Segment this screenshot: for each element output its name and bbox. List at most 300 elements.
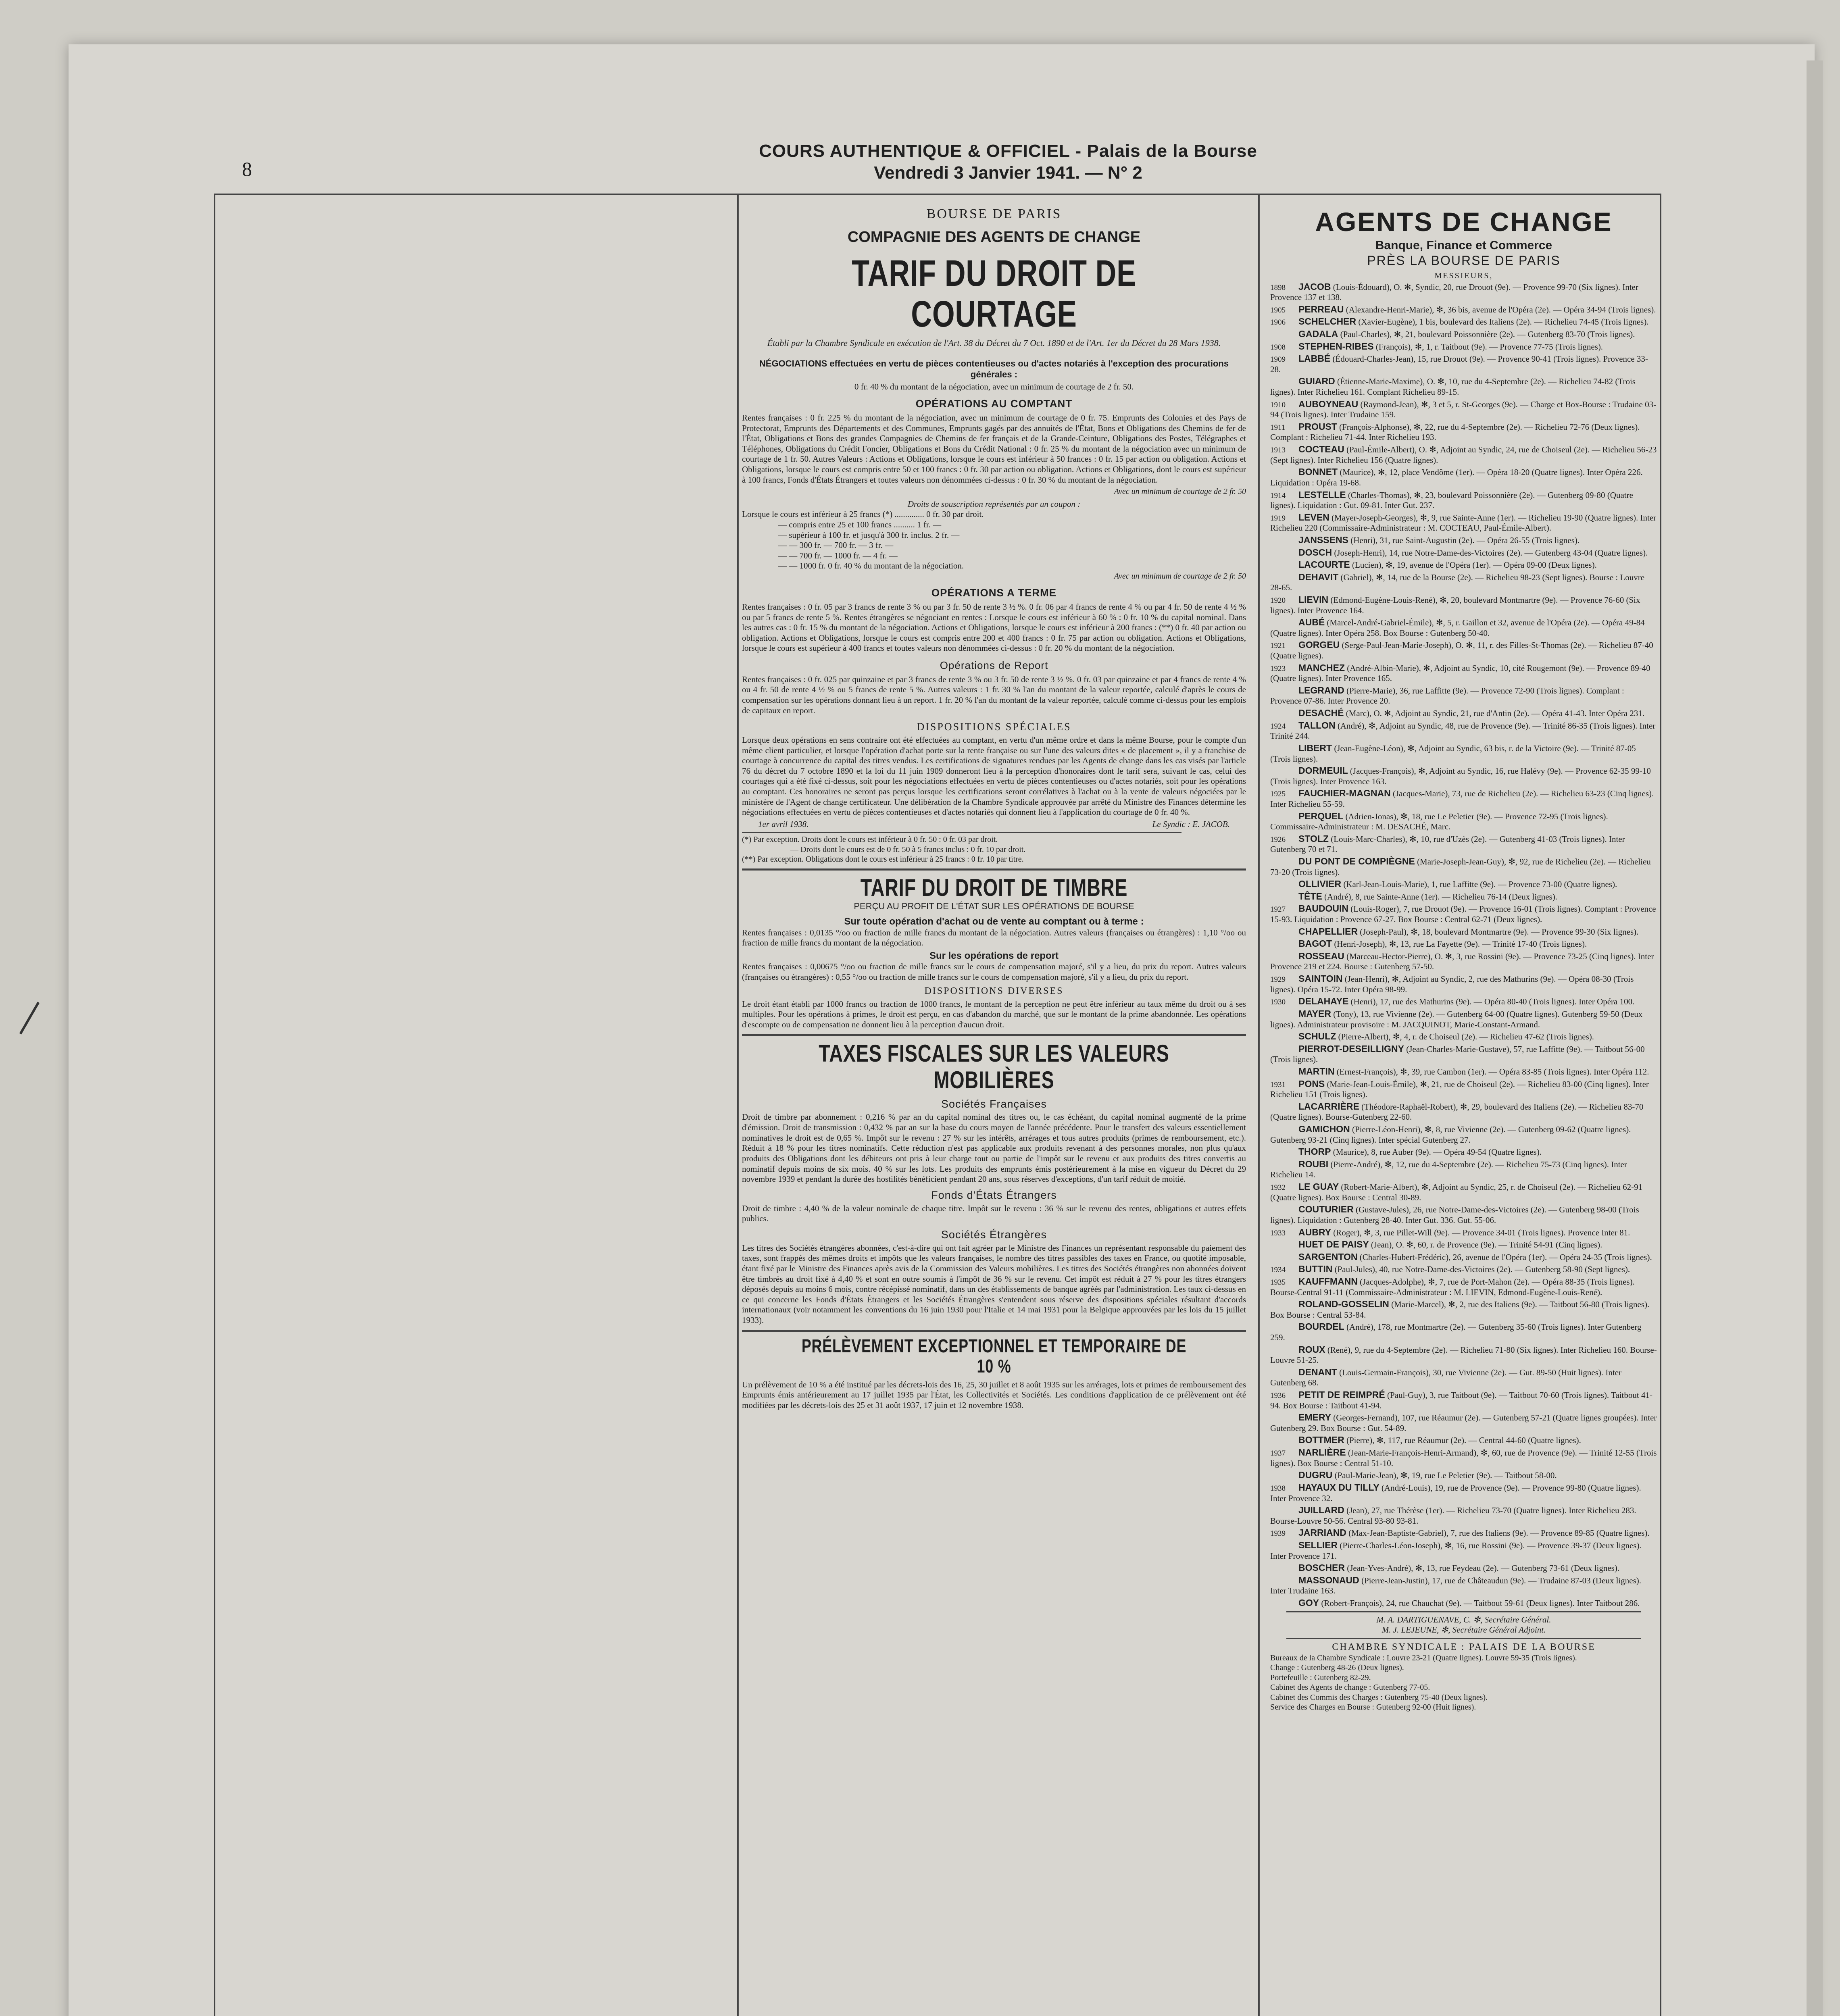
agent-entry — [1270, 512, 1657, 533]
agents-sub1: Banque, Finance et Commerce — [1375, 238, 1552, 252]
agent-entry — [1270, 1366, 1657, 1388]
agent-details: (Pierre-Jean-Justin), 17, rue de Châteaudun (9e). — Trudaine 87-03 (Deux lignes). Inter Trudaine 163. — [1270, 1575, 1642, 1596]
agent-details: (Marc), O. ✻, Adjoint au Syndic, 21, rue d'Antin (2e). — Opéra 41-43. Inter Opéra 231. — [1346, 708, 1645, 719]
agent-entry — [1270, 466, 1657, 488]
droits-row: — — 1000 fr. 0 fr. 40 % du montant de la négociation. — [778, 561, 964, 571]
agent-name: LIEVIN — [1298, 594, 1329, 605]
agent-entry — [1270, 1344, 1657, 1366]
negociations-heading: NÉGOCIATIONS effectuées en vertu de pièces contentieuses ou d'actes notariés à l'exception des procurations générales : — [759, 358, 1229, 379]
agent-name: JARRIAND — [1298, 1527, 1346, 1538]
agent-name: LIBERT — [1298, 742, 1332, 753]
agent-details: (Pierre), ✻, 117, rue Réaumur (2e). — Central 44-60 (Quatre lignes). — [1346, 1435, 1581, 1445]
agent-name: LEGRAND — [1298, 685, 1344, 696]
agent-details: (Paul-Charles), ✻, 21, boulevard Poissonnière (2e). — Gutenberg 83-70 (Trois lignes). — [1340, 329, 1635, 339]
agent-details: (Joseph-Henri), 14, rue Notre-Dame-des-Victoires (2e). — Gutenberg 43-04 (Quatre lignes). — [1334, 548, 1648, 558]
agent-year: 1910 — [1270, 400, 1286, 409]
column-rule-left — [737, 194, 739, 2016]
agent-entry — [1270, 1146, 1657, 1158]
agent-details: (Mayer-Joseph-Georges), ✻, 9, rue Sainte-Anne (1er). — Richelieu 19-90 (Quatre lignes). Inter Richelieu 220 (Commissaire-Administrateur : M. COCTEAU, Paul-Émile-Albert). — [1270, 512, 1657, 533]
agent-entry — [1270, 1043, 1657, 1065]
agent-details: (François-Alphonse), ✻, 22, rue du 4-Septembre (2e). — Richelieu 72-76 (Deux lignes). Complant : Richelieu 71-44. Inter Richelieu 193. — [1270, 422, 1640, 442]
agent-details: (Adrien-Jonas), ✻, 18, rue Le Peletier (9e). — Provence 72-95 (Trois lignes). Commissaire-Administrateur : M. DESACHÉ, Marc. — [1270, 811, 1608, 832]
droits-row: — compris entre 25 et 100 francs .......... 1 fr. — — [778, 519, 942, 529]
agent-details: (Henri), 17, rue des Mathurins (9e). — Opéra 80-40 (Trois lignes). Inter Opéra 100. — [1350, 997, 1635, 1007]
soc-fr-text: Droit de timbre par abonnement : 0,216 % par an du capital nominal des titres ou, le cas échéant, du capital nominal augmenté de la prime d'émission. Droit de transmission : 0,432 % par an sur la base du cours moyen de l'année précédente. Pour le transfert des valeurs essentiellement nominatives le droit est de 0,65 %. Impôt sur le revenu : 27 % sur les intérêts, arrérages et tous autres produits (primes de remboursement, etc.). Réduit à 18 % pour les titres nominatifs. Cette réduction n'est pas applicable aux produits revenant à des personnes morales, non plus qu'aux produits des Obligations dont les débiteurs ont pris à leur charge tout ou partie de l'impôt sur le revenu et aux produits des titres convertis au nominatif depuis moins de six mois. 40 % sur les lots. Les produits des emprunts émis postérieurement à la mise en vigueur du Décret du 29 novembre 1939 et pendant la durée des hostilités bénéficient pendant 20 ans, sous réserves d'exceptions, d'un tarif réduit de moitié. — [742, 1112, 1246, 1184]
agent-details: (Robert-Marie-Albert), ✻, Adjoint au Syndic, 25, r. de Choiseul (2e). — Richelieu 62-91 (Quatre lignes). Box Bourse : Central 30-89. — [1270, 1182, 1643, 1202]
prelevement-title: PRÉLÈVEMENT EXCEPTIONNEL ET TEMPORAIRE DE 10 % — [801, 1335, 1187, 1377]
agent-name: DELAHAYE — [1298, 996, 1349, 1007]
agent-entry — [1270, 281, 1657, 303]
agent-entry — [1270, 1597, 1657, 1609]
agent-details: (Roger), ✻, 3, rue Pillet-Will (9e). — Provence 34-01 (Trois lignes). Provence Inter 81. — [1333, 1227, 1630, 1237]
agent-name: BOTTMER — [1298, 1435, 1344, 1445]
agent-details: (André), 178, rue Montmartre (2e). — Gutenberg 35-60 (Trois lignes). Inter Gutenberg 259. — [1270, 1322, 1642, 1342]
agent-entry — [1270, 1482, 1657, 1504]
agent-details: (Marceau-Hector-Pierre), O. ✻, 3, rue Rossini (9e). — Provence 73-25 (Cinq lignes). Inter Provence 219 et 224. Bourse : Gutenberg 57-50. — [1270, 951, 1654, 972]
agent-entry — [1270, 1263, 1657, 1275]
agent-entry — [1270, 316, 1657, 327]
agent-name: PETIT DE REIMPRÉ — [1298, 1389, 1385, 1400]
agent-name: BOSCHER — [1298, 1562, 1345, 1573]
agent-details: (Jean), 27, rue Thérèse (1er). — Richelieu 73-70 (Quatre lignes). Inter Richelieu 283. Bourse-Louvre 50-56. Central 93-80 93-81. — [1270, 1506, 1636, 1526]
agent-name: AUBÉ — [1298, 617, 1325, 628]
agent-entry — [1270, 1389, 1657, 1411]
agent-entry — [1270, 1276, 1657, 1297]
agent-details: (Pierre-Léon-Henri), ✻, 8, rue Vivienne (2e). — Gutenberg 09-62 (Quatre lignes). Gutenberg 93-21 (Cinq lignes). Inter spécial Gutenberg 27. — [1270, 1125, 1631, 1145]
page-number: 8 — [242, 158, 252, 180]
agent-name: PROUST — [1298, 421, 1337, 432]
agent-name: ROUX — [1298, 1344, 1325, 1355]
agent-details: (Marcel-André-Gabriel-Émile), ✻, 5, r. Gaillon et 32, avenue de l'Opéra (2e). — Opéra 49-84 (Quatre lignes). Inter Opéra 258. Box Bourse : Gutenberg 50-40. — [1270, 618, 1645, 638]
tarif-column — [742, 206, 1246, 2016]
agent-year: 1920 — [1270, 596, 1286, 605]
company-heading: COMPAGNIE DES AGENTS DE CHANGE — [847, 229, 1141, 246]
footnote: (**) Par exception. Obligations dont le cours est inférieur à 25 francs : 0 fr. 10 par titre. — [742, 855, 1024, 864]
agent-details: (Théodore-Raphaël-Robert), ✻, 29, boulevard des Italiens (2e). — Richelieu 83-70 (Quatre lignes). Bourse-Gutenberg 22-60. — [1270, 1102, 1644, 1122]
agent-entry — [1270, 856, 1657, 877]
agent-name: LACARRIÈRE — [1298, 1101, 1359, 1112]
agent-year: 1919 — [1270, 514, 1286, 523]
agent-name: AUBRY — [1298, 1227, 1331, 1237]
agent-details: (Jean-Marie-François-Henri-Armand), ✻, 60, rue de Provence (9e). — Trinité 12-55 (Trois lignes). Box Bourse : Central 51-10. — [1270, 1448, 1657, 1468]
timbre-h2: Sur les opérations de report — [929, 950, 1059, 961]
agent-entry — [1270, 878, 1657, 890]
agent-entry — [1270, 1227, 1657, 1238]
agent-details: (Paul-Guy), 3, rue Taitbout (9e). — Taitbout 70-60 (Trois lignes). Taitbout 41-94. Box Bourse : Taitbout 41-94. — [1270, 1390, 1652, 1410]
agent-details: (Jacques-Adolphe), ✻, 7, rue de Port-Mahon (2e). — Opéra 88-35 (Trois lignes). Bourse-Central 91-11 (Commissaire-Administrateur : M. LIEVIN, Edmond-Eugène-Louis-René). — [1270, 1277, 1635, 1297]
agent-year: 1925 — [1270, 790, 1286, 799]
agent-entry — [1270, 571, 1657, 593]
agent-details: (Max-Jean-Baptiste-Gabriel), 7, rue des Italiens (9e). — Provence 89-85 (Quatre lignes). — [1348, 1528, 1650, 1538]
agent-details: (Étienne-Marie-Maxime), O. ✻, 10, rue du 4-Septembre (2e). — Richelieu 74-82 (Trois lignes). Inter Richelieu 161. Complant Richelieu 89-15. — [1270, 377, 1636, 397]
agent-name: LACOURTE — [1298, 559, 1350, 570]
agent-entry — [1270, 1204, 1657, 1225]
agent-entry — [1270, 1469, 1657, 1481]
agent-details: (Serge-Paul-Jean-Marie-Joseph), O. ✻, 11, r. des Filles-St-Thomas (2e). — Richelieu 87-40 (Quatre lignes). — [1270, 640, 1653, 661]
agent-entry — [1270, 353, 1657, 375]
agent-details: (Gabriel), ✻, 14, rue de la Bourse (2e). — Richelieu 98-23 (Sept lignes). Bourse : Louvre 28-65. — [1270, 572, 1645, 593]
agent-name: ROUBI — [1298, 1158, 1329, 1169]
agent-entry — [1270, 341, 1657, 352]
reglement-box — [218, 2012, 734, 2016]
agent-entry — [1270, 328, 1657, 340]
agent-entry — [1270, 304, 1657, 315]
agent-entry — [1270, 594, 1657, 616]
droits-title: Droits de souscription représentés par un coupon : — [907, 499, 1081, 509]
agent-name: SELLIER — [1298, 1539, 1338, 1550]
chambre-line: Cabinet des Commis des Charges : Gutenberg 75-40 (Deux lignes). — [1270, 1693, 1488, 1702]
masthead — [686, 141, 1331, 183]
agent-entry — [1270, 685, 1657, 706]
agent-details: (Ernest-François), ✻, 39, rue Cambon (1er). — Opéra 83-85 (Trois lignes). Inter Opéra 112. — [1336, 1066, 1649, 1077]
agent-list — [1270, 281, 1657, 1609]
agent-name: NARLIÈRE — [1298, 1447, 1346, 1458]
comptant-text: Rentes françaises : 0 fr. 225 % du montant de la négociation, avec un minimum de courtage de 0 fr. 75. Emprunts des Colonies et des Pays de Protectorat, Emprunts des Départements et des Communes, Emprunts gagés par des annuités de l'État, Bons et Obligations des Chemins de fer de l'État, Obligations et Bons des grandes Compagnies de Chemins de fer français et de la Grande-Ceinture, Obligations des Postes, Télégraphes et Téléphones, Obligations du Crédit Foncier, Obligations et Bons du Crédit National : 0 fr. 25 % du montant de la négociation avec un minimum de courtage de 1 fr. 50. Autres Valeurs : Actions et Obligations, lorsque le cours est inférieur à 50 frances : 0 fr. 15 par action ou obligation. Actions et Obligations, lorsque le cours est compris entre 50 et 100 francs : 0 fr. 30 par action ou obligation. Actions et Obligations, dont le cours est supérieur à 100 francs, Fonds d'États Étrangers et toutes valeurs non dénommées ci-dessus : 0 fr. 30 % du montant de la négociation. — [742, 413, 1246, 485]
agent-entry — [1270, 810, 1657, 832]
agent-details: (Edmond-Eugène-Louis-René), ✻, 20, boulevard Montmartre (9e). — Provence 76-60 (Six lignes). Inter Provence 164. — [1270, 595, 1640, 615]
agent-year: 1929 — [1270, 975, 1286, 984]
agent-entry — [1270, 996, 1657, 1007]
terme-text: Rentes françaises : 0 fr. 05 par 3 francs de rente 3 % ou par 3 fr. 50 de rente 3 ½ %. 0 fr. 06 par 4 francs de rente 4 % ou par 4 fr. 50 de rente 4 ½ % ou par 5 francs de rente 5 %. Rentes étrangères se négociant en rentes : Lorsque le cours est inférieur à 60 % : 0 fr. 10 % du capital nominal. Dans les autres cas : 0 fr. 15 % du montant de la négociation. Actions et Obligations, lorsque le cours est inférieur à 200 francs : (**) 0 fr. 40 par action ou obligation. Actions et Obligations, lorsque le cours est compris entre 200 et 400 francs : 0 fr. 75 par action ou obligation. Actions et Obligations, lorsque le cours est supérieur à 400 francs et toutes valeurs non dénommées ci-dessus : 0 fr. 20 % du montant de la négociation. — [742, 602, 1246, 653]
agent-details: (Raymond-Jean), ✻, 3 et 5, r. St-Georges (9e). — Charge et Box-Bourse : Trudaine 03-94 (Trois lignes). Inter Trudaine 159. — [1270, 399, 1657, 420]
agent-year: 1933 — [1270, 1229, 1286, 1237]
agent-year: 1905 — [1270, 306, 1286, 314]
courtage-subtitle: Établi par la Chambre Syndicale en exécution de l'Art. 38 du Décret du 7 Oct. 1890 et de l'Art. 1er du Décret du 28 Mars 1938. — [767, 338, 1221, 348]
agent-details: (Jean-Yves-André), ✻, 13, rue Feydeau (2e). — Gutenberg 73-61 (Deux lignes). — [1347, 1563, 1620, 1573]
agent-name: TÊTE — [1298, 891, 1322, 902]
agent-name: JACOB — [1298, 281, 1331, 292]
agent-details: (Charles-Thomas), ✻, 23, boulevard Poissonnière (2e). — Gutenberg 09-80 (Quatre lignes). Liquidation : Gut. 09-81. Inter Gut. 237. — [1270, 490, 1633, 510]
agent-details: (Pierre-Charles-Léon-Joseph), ✻, 16, rue Rossini (9e). — Provence 39-37 (Deux lignes). Inter Provence 171. — [1270, 1540, 1642, 1561]
timbre-dispo-text: Le droit étant établi par 1000 francs ou fraction de 1000 francs, le montant de la perception ne peut être inférieur au taux même du droit ou à ses multiples. Pour les opérations à primes, le droit est perçu, en cas d'abandon du marché, que sur le montant de la prime abandonnée. Les opérations d'escompte ou de compensation ne donnent lieu à la perception d'aucun droit. — [742, 999, 1246, 1029]
agent-name: GUIARD — [1298, 376, 1335, 387]
agent-details: (Louis-Germain-François), 30, rue Vivienne (2e). — Gut. 89-50 (Huit lignes). Inter Gutenberg 68. — [1270, 1367, 1622, 1388]
agent-entry — [1270, 1031, 1657, 1042]
agent-entry — [1270, 639, 1657, 661]
agent-details: (Marie-Marcel), ✻, 2, rue des Italiens (9e). — Taitbout 56-80 (Trois lignes). Box Bourse : Central 53-84. — [1270, 1300, 1650, 1320]
agent-details: (Louis-Marc-Charles), ✻, 10, rue d'Uzès (2e). — Gutenberg 41-03 (Trois lignes). Inter Gutenberg 70 et 71. — [1270, 834, 1625, 854]
agent-name: JUILLARD — [1298, 1505, 1344, 1516]
agent-name: STEPHEN-RIBES — [1298, 341, 1374, 352]
agent-details: (Charles-Hubert-Frédéric), 26, avenue de l'Opéra (1er). — Opéra 24-35 (Trois lignes). — [1359, 1252, 1652, 1262]
agent-name: PERREAU — [1298, 304, 1344, 314]
agent-entry — [1270, 1412, 1657, 1433]
agent-name: DU PONT DE COMPIÈGNE — [1298, 856, 1415, 866]
agent-entry — [1270, 1434, 1657, 1446]
agent-name: PIERROT-DESEILLIGNY — [1298, 1043, 1404, 1054]
agent-details: (François), ✻, 1, r. Taitbout (9e). — Provence 77-75 (Trois lignes). — [1375, 342, 1603, 352]
agent-name: MANCHEZ — [1298, 662, 1345, 673]
agent-details: (Édouard-Charles-Jean), 15, rue Drouot (9e). — Provence 90-41 (Trois lignes). Provence 33-28. — [1270, 354, 1648, 374]
agent-year: 1937 — [1270, 1449, 1286, 1458]
masthead-date: Vendredi 3 Janvier 1941. — N° 2 — [874, 163, 1142, 183]
agent-name: DENANT — [1298, 1366, 1337, 1377]
agent-details: (Marie-Joseph-Jean-Guy), ✻, 92, rue de Richelieu (2e). — Richelieu 73-20 (Trois lignes). — [1270, 857, 1651, 877]
agent-name: SAINTOIN — [1298, 973, 1343, 984]
courtage-title: TARIF DU DROIT DE COURTAGE — [852, 252, 1136, 335]
agent-year: 1938 — [1270, 1484, 1286, 1493]
footnote: (*) Par exception. Droits dont le cours est inférieur à 0 fr. 50 : 0 fr. 03 par droit. — [742, 835, 998, 844]
droits-row: Lorsque le cours est inférieur à 25 francs (*) .............. 0 fr. 30 par droit. — [742, 509, 984, 519]
agent-name: DORMEUIL — [1298, 765, 1348, 776]
agent-name: DEHAVIT — [1298, 571, 1339, 582]
agent-entry — [1270, 398, 1657, 420]
agent-details: (René), 9, rue du 4-Septembre (2e). — Richelieu 71-80 (Six lignes). Inter Richelieu 160. Bourse-Louvre 51-25. — [1270, 1345, 1657, 1365]
chambre-title: CHAMBRE SYNDICALE : PALAIS DE LA BOURSE — [1332, 1641, 1596, 1652]
kicker: BOURSE DE PARIS — [926, 206, 1062, 221]
agent-name: THORP — [1298, 1146, 1331, 1157]
agent-details: (Gustave-Jules), 26, rue Notre-Dame-des-Victoires (2e). — Gutenberg 98-00 (Trois lignes). Liquidation : Gutenberg 28-40. Inter Gut. 336. Gut. 55-06. — [1270, 1205, 1639, 1225]
agents-sub2: PRÈS LA BOURSE DE PARIS — [1367, 253, 1561, 268]
agent-details: (Paul-Jules), 40, rue Notre-Dame-des-Victoires (2e). — Gutenberg 58-90 (Sept lignes). — [1334, 1264, 1630, 1275]
comptant-heading: OPÉRATIONS AU COMPTANT — [915, 398, 1073, 410]
agent-name: TALLON — [1298, 720, 1336, 731]
terme-heading: OPÉRATIONS A TERME — [931, 587, 1057, 599]
agent-name: GAMICHON — [1298, 1124, 1350, 1135]
secretary-general: M. A. DARTIGUENAVE, C. ✻, Secrétaire Général. — [1376, 1614, 1551, 1624]
agent-entry — [1270, 973, 1657, 995]
agent-details: (Georges-Fernand), 107, rue Réaumur (2e). — Gutenberg 57-21 (Quatre lignes groupées). Inter Gutenberg 29. Box Bourse : Gut. 54-89. — [1270, 1413, 1657, 1433]
agent-name: DESACHÉ — [1298, 708, 1344, 719]
agent-name: OLLIVIER — [1298, 879, 1342, 889]
agent-details: (Jacques-Marie), 73, rue de Richelieu (2e). — Richelieu 63-23 (Cinq lignes). Inter Richelieu 55-59. — [1270, 789, 1654, 809]
agent-details: (André-Albin-Marie), ✻, Adjoint au Syndic, 10, cité Rougemont (9e). — Provence 89-40 (Quatre lignes). Inter Provence 165. — [1270, 663, 1650, 683]
agent-name: SCHULZ — [1298, 1031, 1336, 1042]
agent-name: MARTIN — [1298, 1066, 1335, 1077]
agent-entry — [1270, 891, 1657, 902]
agent-name: LABBÉ — [1298, 353, 1331, 364]
dispo-signature: Le Syndic : E. JACOB. — [1152, 819, 1230, 829]
agent-details: (Tony), 13, rue Vivienne (2e). — Gutenberg 64-00 (Quatre lignes). Gutenberg 59-50 (Deux lignes). Administrateur provisoire : M. JACQUINOT, Marie-Constant-Armand. — [1270, 1009, 1643, 1029]
agents-column — [1270, 206, 1657, 2016]
agent-entry — [1270, 1101, 1657, 1123]
messieurs: MESSIEURS, — [1434, 271, 1493, 281]
agent-year: 1927 — [1270, 905, 1286, 914]
agent-entry — [1270, 833, 1657, 855]
agent-entry — [1270, 1066, 1657, 1077]
agent-name: COCTEAU — [1298, 444, 1344, 455]
agent-details: (Louis-Édouard), O. ✻, Syndic, 20, rue Drouot (9e). — Provence 99-70 (Six lignes). Inter Provence 137 et 138. — [1270, 282, 1638, 302]
footnotes — [742, 835, 1246, 864]
agent-entry — [1270, 375, 1657, 397]
agent-details: (Henri), 31, rue Saint-Augustin (2e). — Opéra 26-55 (Trois lignes). — [1350, 535, 1580, 545]
prelevement-text: Un prélèvement de 10 % a été institué par les décrets-lois des 16, 25, 30 juillet et 8 août 1935 sur les arrérages, lots et primes de remboursement des Emprunts émis antérieurement au 17 juillet 1935 par l'État, les Collectivités et Sociétés. Les conditions d'application de ce prélèvement ont été modifiées par les décrets-lois des 25 et 31 août 1937, 17 juin et 12 novembre 1938. — [742, 1379, 1246, 1410]
timbre-t2: Rentes françaises : 0,00675 °/oo ou fraction de mille francs sur le cours de compensation majoré, s'il y a lieu, du prix du report. Autres valeurs (françaises ou étrangères) : 0,55 °/oo ou fraction de mille francs sur le cours de compensation majoré, s'il y a lieu, du prix du report. — [742, 962, 1246, 982]
agent-details: (Marie-Jean-Louis-Émile), ✻, 21, rue de Choiseul (2e). — Richelieu 83-00 (Cinq lignes). Inter Richelieu 151 (Trois lignes). — [1270, 1079, 1649, 1100]
agent-name: BAUDOUIN — [1298, 903, 1348, 914]
page-edge — [1807, 60, 1823, 2016]
agent-entry — [1270, 950, 1657, 972]
agent-entry — [1270, 1574, 1657, 1596]
timbre-dispo-heading: DISPOSITIONS DIVERSES — [924, 986, 1064, 997]
agent-entry — [1270, 1078, 1657, 1100]
agent-entry — [1270, 938, 1657, 950]
fonds-etr-text: Droit de timbre : 4,40 % de la valeur nominale de chaque titre. Impôt sur le revenu : 36 % sur le revenu des rentes, obligations et autres effets publics. — [742, 1203, 1246, 1224]
agent-entry — [1270, 1504, 1657, 1526]
agent-entry — [1270, 1181, 1657, 1203]
agent-name: AUBOYNEAU — [1298, 398, 1359, 409]
report-heading: Opérations de Report — [940, 659, 1048, 672]
soc-etr-heading: Sociétés Étrangères — [941, 1228, 1047, 1241]
agent-details: (Jean), O. ✻, 60, r. de Provence (9e). — Trinité 54-91 (Cinq lignes). — [1371, 1240, 1602, 1250]
agent-name: BONNET — [1298, 467, 1338, 477]
droits-min: Avec un minimum de courtage de 2 fr. 50 — [1114, 571, 1246, 581]
agent-name: DOSCH — [1298, 547, 1332, 558]
agent-entry — [1270, 547, 1657, 558]
chambre-line: Change : Gutenberg 48-26 (Deux lignes). — [1270, 1663, 1404, 1672]
agent-details: (Maurice), 8, rue Auber (9e). — Opéra 49-54 (Quatre lignes). — [1333, 1147, 1542, 1157]
agent-name: LE GUAY — [1298, 1181, 1339, 1192]
masthead-title: COURS AUTHENTIQUE & OFFICIEL - Palais de la Bourse — [759, 141, 1257, 161]
agent-entry — [1270, 1527, 1657, 1539]
agent-entry — [1270, 765, 1657, 787]
agent-name: PERQUEL — [1298, 810, 1344, 821]
agent-entry — [1270, 559, 1657, 571]
timbre-h1: Sur toute opération d'achat ou de vente au comptant ou à terme : — [844, 916, 1144, 927]
agent-entry — [1270, 1539, 1657, 1561]
dispo-text: Lorsque deux opérations en sens contraire ont été effectuées au comptant, en vertu d'un même ordre et dans la même Bourse, pour le compte d'un même client particulier, et lorsque l'opération d'achat porte sur la rente française ou sur l'une des valeurs dites « de placement », il y a franchise de courtage à concurrence du capital des titres vendus. Les certifications de signatures rendues par les Agents de change dans les cas visés par l'article 76 du décret du 7 octobre 1890 et la loi du 11 juin 1909 donneront lieu à la perception d'honoraires dont le tarif sera, suivant le cas, celui des courtages qui a été fixé ci-dessus, soit pour les négociations effectuées en vertu de pièces contentieuses ou d'actes notariés, soit pour les opérations au comptant. Ces honoraires ne seront pas perçus lorsque les certifications seront corrélatives à l'achat ou à la vente de valeurs négociées par le ministère de l'Agent de change certificateur. Une délibération de la Chambre Syndicale approuvée par arrêté du Ministre des Finances détermine les négociations effectuées en vertu de pièces contentieuses et d'actes notariés qui donnent lieu à l'application du courtage de 0 fr. 40 %. — [742, 735, 1246, 817]
agent-year: 1908 — [1270, 343, 1286, 352]
agent-name: PONS — [1298, 1078, 1325, 1089]
agent-details: (Maurice), ✻, 12, place Vendôme (1er). — Opéra 18-20 (Quatre lignes). Inter Opéra 226. Liquidation : Opéra 19-68. — [1270, 467, 1643, 487]
agent-entry — [1270, 534, 1657, 546]
agent-entry — [1270, 1447, 1657, 1468]
droits-table — [742, 509, 1246, 571]
agent-name: STOLZ — [1298, 833, 1329, 844]
agent-entry — [1270, 1298, 1657, 1320]
agent-entry — [1270, 444, 1657, 465]
soc-etr-text: Les titres des Sociétés étrangères abonnées, c'est-à-dire qui ont fait agréer par le Ministre des Finances un représentant responsable du paiement des taxes, sont frappés des mêmes droits et impôts que les valeurs françaises, le nombre des titres passibles des taxes en France, ou quotité imposable, étant fixé par le Ministre des Finances après avis de la Commission des Valeurs mobilières. Les titres des Sociétés étrangères non abonnées doivent être timbrés au droit fixé à 4,40 % et sont en outre soumis à l'impôt de 36 % sur le revenu. Cet impôt est réduit à 27 % pour les titres étrangers déposés depuis au moins 6 mois, contre récépissé nominatif, dans un des établissements de banque agréés par l'administration. Les taux ci-dessus en ce qui concerne les Fonds d'États Étrangers et les Sociétés Étrangères s'entendent sous réserve des dispositions spéciales résultant d'accords internationaux (voir notamment les conventions du 16 juin 1930 pour l'Italie et 14 mai 1931 pour la Belgique approuvées par les lois du 15 juillet 1933). — [742, 1243, 1246, 1325]
footnote: — Droits dont le cours est de 0 fr. 50 à 5 francs inclus : 0 fr. 10 par droit. — [790, 845, 1026, 854]
agent-year: 1934 — [1270, 1266, 1286, 1275]
agent-year: 1931 — [1270, 1080, 1286, 1089]
droits-row: — — 700 fr. — 1000 fr. — 4 fr. — — [778, 550, 898, 560]
agent-details: (Karl-Jean-Louis-Marie), 1, rue Laffitte (9e). — Provence 73-00 (Quatre lignes). — [1343, 879, 1617, 889]
agent-year: 1921 — [1270, 641, 1286, 650]
droits-row: — supérieur à 100 fr. et jusqu'à 300 fr. inclus. 2 fr. — — [778, 530, 960, 540]
agent-details: (Louis-Roger), 7, rue Drouot (9e). — Provence 16-01 (Trois lignes). Comptant : Provence 15-93. Liquidation : Provence 67-27. Box Bourse : Central 62-71 (Deux lignes). — [1270, 904, 1656, 925]
report-text: Rentes françaises : 0 fr. 025 par quinzaine et par 3 francs de rente 3 % ou 3 fr. 50 de rente 3 ½ %. 0 fr. 03 par quinzaine et par 4 francs de rente 4 % ou 4 fr. 50 de rente 4 ½ % ou 5 francs de rente 5 %. Autres valeurs : 1 fr. 30 % l'an du montant de la valeur reportée, calculé d'après le cours de compensation sur les opérations donnant lieu à un report. 1 fr. 20 % l'an du montant de la valeur reportée, calculé comme ci-dessus pour les emplois de capitaux en report. — [742, 674, 1246, 715]
agent-name: JANSSENS — [1298, 534, 1348, 545]
agent-details: (Xavier-Eugène), 1 bis, boulevard des Italiens (2e). — Richelieu 74-45 (Trois lignes). — [1358, 317, 1649, 327]
pencil-mark — [19, 1002, 40, 1035]
chambre-line: Cabinet des Agents de change : Gutenberg 77-05. — [1270, 1683, 1430, 1692]
agent-name: SCHELCHER — [1298, 316, 1357, 327]
agent-entry — [1270, 742, 1657, 764]
agent-year: 1898 — [1270, 283, 1286, 292]
agent-entry — [1270, 707, 1657, 719]
agent-name: LESTELLE — [1298, 489, 1346, 500]
agent-details: (Paul-Émile-Albert), O. ✻, Adjoint au Syndic, 24, rue de Choiseul (2e). — Richelieu 56-23 (Sept lignes). Inter Richelieu 156 (Quatre lignes). — [1270, 445, 1657, 465]
agent-year: 1924 — [1270, 722, 1286, 731]
agent-name: HAYAUX DU TILLY — [1298, 1482, 1379, 1493]
agent-entry — [1270, 662, 1657, 684]
agent-entry — [1270, 787, 1657, 809]
agent-year: 1926 — [1270, 835, 1286, 844]
agent-year: 1939 — [1270, 1529, 1286, 1538]
agent-entry — [1270, 1158, 1657, 1180]
agent-name: LEVEN — [1298, 512, 1329, 523]
agent-entry — [1270, 1562, 1657, 1574]
dispo-date: 1er avril 1938. — [758, 819, 809, 829]
agent-year: 1935 — [1270, 1278, 1286, 1287]
agent-year: 1906 — [1270, 318, 1286, 327]
agent-entry — [1270, 1239, 1657, 1250]
agent-name: GORGEU — [1298, 639, 1340, 650]
agent-entry — [1270, 1251, 1657, 1263]
agent-name: CHAPELLIER — [1298, 926, 1358, 937]
agent-entry — [1270, 489, 1657, 511]
agent-details: (Pierre-André), ✻, 12, rue du 4-Septembre (2e). — Richelieu 75-73 (Cinq lignes). Inter Richelieu 14. — [1270, 1159, 1627, 1180]
dispo-heading: DISPOSITIONS SPÉCIALES — [917, 721, 1071, 733]
agent-details: (André), 8, rue Sainte-Anne (1er). — Richelieu 76-14 (Deux lignes). — [1324, 891, 1557, 902]
agent-name: BAGOT — [1298, 938, 1332, 949]
timbre-t1: Rentes françaises : 0,0135 °/oo ou fraction de mille francs du montant de la négociation. Autres valeurs (françaises ou étrangères) : 1,10 °/oo ou fraction de mille francs du montant de la négociation. — [742, 927, 1246, 948]
agent-entry — [1270, 616, 1657, 638]
timbre-subtitle: PERÇU AU PROFIT DE L'ÉTAT SUR LES OPÉRATIONS DE BOURSE — [854, 901, 1134, 911]
agent-details: (Pierre-Albert), ✻, 4, r. de Choiseul (2e). — Richelieu 47-62 (Trois lignes). — [1338, 1032, 1594, 1042]
agent-details: (Joseph-Paul), ✻, 18, boulevard Montmartre (9e). — Provence 99-30 (Six lignes). — [1360, 927, 1639, 937]
agent-name: GOY — [1298, 1597, 1319, 1608]
agent-entry — [1270, 1008, 1657, 1030]
column-rule-right — [1258, 194, 1260, 2016]
agent-year: 1909 — [1270, 355, 1286, 364]
agent-details: (Lucien), ✻, 19, avenue de l'Opéra (1er). — Opéra 09-00 (Deux lignes). — [1352, 560, 1597, 570]
chambre-line: Bureaux de la Chambre Syndicale : Louvre 23-21 (Quatre lignes). Louvre 59-35 (Trois lignes). — [1270, 1654, 1577, 1663]
agent-details: (Jean-Eugène-Léon), ✻, Adjoint au Syndic, 63 bis, r. de la Victoire (9e). — Trinité 87-05 (Trois lignes). — [1270, 743, 1636, 764]
negociations-rate: 0 fr. 40 % du montant de la négociation, avec un minimum de courtage de 2 fr. 50. — [854, 381, 1134, 392]
soc-fr-heading: Sociétés Françaises — [941, 1098, 1047, 1110]
agent-name: MASSONAUD — [1298, 1574, 1359, 1585]
agent-year: 1914 — [1270, 491, 1286, 500]
agent-details: (Paul-Marie-Jean), ✻, 19, rue Le Peletier (9e). — Taitbout 58-00. — [1334, 1470, 1557, 1481]
taxes-title: TAXES FISCALES SUR LES VALEURS MOBILIÈRES — [819, 1039, 1169, 1093]
agent-details: (Henri-Joseph), ✻, 13, rue La Fayette (9e). — Trinité 17-40 (Trois lignes). — [1334, 939, 1587, 949]
droits-row: — — 300 fr. — 700 fr. — 3 fr. — — [778, 540, 894, 550]
agent-year: 1936 — [1270, 1391, 1286, 1400]
agent-name: ROLAND-GOSSELIN — [1298, 1299, 1389, 1310]
agent-year: 1932 — [1270, 1183, 1286, 1192]
chambre-line: Portefeuille : Gutenberg 82-29. — [1270, 1673, 1371, 1682]
agent-name: MAYER — [1298, 1008, 1331, 1019]
agent-details: (Jean-Charles-Marie-Gustave), 57, rue Laffitte (9e). — Taitbout 56-00 (Trois lignes). — [1270, 1044, 1645, 1064]
timbre-title: TARIF DU DROIT DE TIMBRE — [860, 874, 1128, 901]
agent-entry — [1270, 1123, 1657, 1145]
fonds-etr-heading: Fonds d'États Étrangers — [931, 1189, 1057, 1201]
blank-column — [218, 198, 734, 2016]
agent-year: 1930 — [1270, 998, 1286, 1007]
agent-details: (Robert-François), 24, rue Chauchat (9e). — Taitbout 59-61 (Deux lignes). Inter Taitbout 286. — [1321, 1598, 1640, 1608]
agent-name: GADALA — [1298, 328, 1338, 339]
chambre-line: Service des Charges en Bourse : Gutenberg 92-00 (Huit lignes). — [1270, 1703, 1476, 1712]
agent-name: KAUFFMANN — [1298, 1276, 1358, 1287]
agent-details: (André), ✻, Adjoint au Syndic, 48, rue de Provence (9e). — Trinité 86-35 (Trois lignes). Inter Trinité 244. — [1270, 721, 1656, 741]
agent-details: (Alexandre-Henri-Marie), ✻, 36 bis, avenue de l'Opéra (2e). — Opéra 34-94 (Trois lignes). — [1346, 304, 1656, 314]
agent-details: (André-Louis), 19, rue de Provence (9e). — Provence 99-80 (Quatre lignes). Inter Provence 32. — [1270, 1483, 1641, 1503]
agent-name: FAUCHIER-MAGNAN — [1298, 788, 1391, 799]
agent-details: (Jean-Henri), ✻, Adjoint au Syndic, 2, rue des Mathurins (9e). — Opéra 08-30 (Trois lignes). Opéra 15-72. Inter Opéra 98-99. — [1270, 974, 1634, 994]
secretary-adjoint: M. J. LEJEUNE, ✻, Secrétaire Général Adjoint. — [1382, 1625, 1546, 1635]
agent-name: BUTTIN — [1298, 1264, 1333, 1275]
agent-name: DUGRU — [1298, 1470, 1333, 1481]
agent-entry — [1270, 926, 1657, 937]
agent-name: SARGENTON — [1298, 1251, 1358, 1262]
agent-entry — [1270, 720, 1657, 741]
agent-year: 1911 — [1270, 423, 1286, 432]
agent-details: (Pierre-Marie), 36, rue Laffitte (9e). — Provence 72-90 (Trois lignes). Complant : Provence 07-86. Inter Provence 20. — [1270, 685, 1624, 706]
agent-name: ROSSEAU — [1298, 950, 1344, 961]
agent-name: EMERY — [1298, 1412, 1331, 1423]
